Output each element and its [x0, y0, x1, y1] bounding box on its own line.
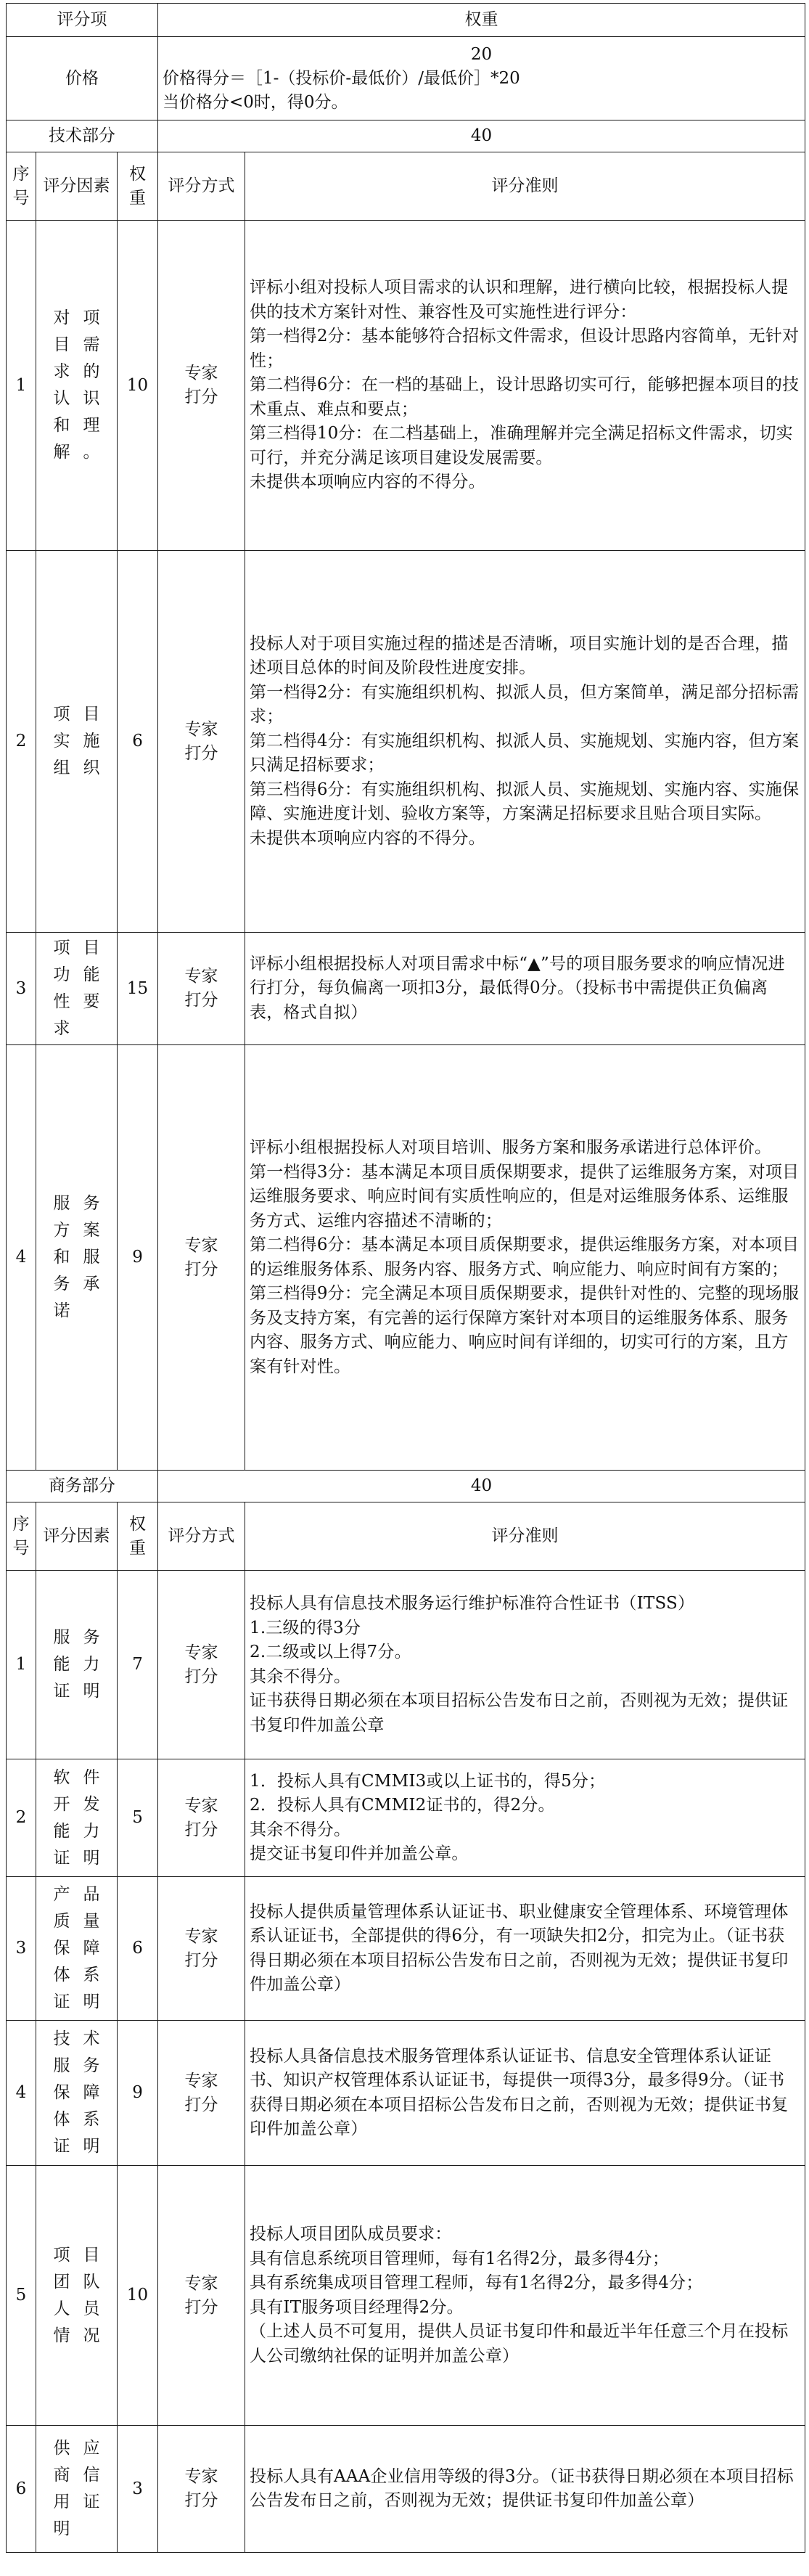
col-weight: 权重: [118, 1502, 158, 1571]
criteria-line: 其余不得分。: [250, 1667, 351, 1686]
table-row: [7, 2021, 805, 2166]
row-number: 5: [7, 2166, 36, 2426]
criteria-line: 提交证书复印件并加盖公章。: [250, 1844, 469, 1863]
factor-segment: 性要: [53, 992, 100, 1011]
factor-segment: 项目: [53, 939, 100, 957]
scoring-factor-text: [54, 2242, 100, 2350]
method-segment: 打分: [184, 2491, 218, 2510]
scoring-factor-text: [54, 1881, 100, 2016]
factor-segment: 求的: [53, 362, 100, 381]
scoring-factor: [36, 1877, 118, 2021]
factor-segment: 项目: [53, 705, 100, 724]
factor-segment: 诺: [53, 1301, 70, 1320]
scoring-method: [158, 1571, 245, 1759]
factor-segment: 组织: [53, 759, 100, 777]
criteria-line: 未提供本项响应内容的不得分。: [250, 828, 485, 848]
scoring-method: [158, 1045, 245, 1471]
table-row: [7, 1877, 805, 2021]
col-method: 评分方式: [158, 152, 245, 221]
criteria-line: 投标人具有信息技术服务运行维护标准符合性证书（ITSS）: [250, 1594, 695, 1613]
table-row: [7, 221, 805, 551]
scoring-method: [158, 933, 245, 1045]
factor-segment: 目需: [53, 335, 100, 354]
scoring-factor: [36, 2426, 118, 2553]
criteria-line: 第二档得6分：在一档的基础上，设计思路切实可行，能够把握本项目的技术重点、难点和要点；: [250, 375, 800, 419]
row-weight: 10: [118, 221, 158, 551]
factor-segment: 实施: [53, 732, 100, 751]
col-criteria: 评分准则: [245, 152, 805, 221]
factor-segment: 证明: [53, 1992, 100, 2011]
scoring-criteria: [245, 551, 805, 933]
scoring-factor-text: [54, 701, 100, 782]
criteria-line: 具有系统集成项目管理工程师，每有1名得2分，最多得4分；: [250, 2273, 703, 2292]
factor-segment: 情况: [53, 2326, 100, 2345]
criteria-line: 投标人具有AAA企业信用等级的得3分。（证书获得日期必须在本项目招标公告发布日之前，否则视为无效；提供证书复印件加盖公章）: [250, 2466, 794, 2510]
price-label: 价格: [7, 37, 158, 120]
factor-segment: 服务: [53, 2056, 100, 2075]
table-row: [7, 1759, 805, 1877]
table-row: [7, 1045, 805, 1471]
col-factor: 评分因素: [36, 152, 118, 221]
criteria-line: 第一档得2分：有实施组织机构、拟派人员，但方案简单，满足部分招标需求；: [250, 682, 800, 727]
factor-segment: 服务: [53, 1194, 100, 1213]
factor-segment: 产品: [53, 1885, 100, 1904]
factor-segment: 用证: [53, 2493, 100, 2511]
criteria-line: 其余不得分。: [250, 1820, 351, 1839]
method-segment: 打分: [184, 1950, 218, 1970]
scoring-factor-text: [54, 2026, 100, 2160]
scoring-factor: [36, 1045, 118, 1471]
scoring-factor-text: [54, 935, 100, 1042]
scoring-criteria: [245, 933, 805, 1045]
scoring-factor: [36, 1759, 118, 1877]
scoring-criteria: [245, 1045, 805, 1471]
col-no: 序号: [7, 152, 36, 221]
scoring-factor: [36, 1571, 118, 1759]
col-weight: 权重: [118, 152, 158, 221]
row-weight: 6: [118, 1877, 158, 2021]
scoring-method: [158, 2426, 245, 2553]
factor-segment: 证明: [53, 2137, 100, 2156]
biz-column-header-row: [7, 1502, 805, 1571]
biz-section-weight: 40: [158, 1471, 805, 1502]
price-row: [7, 37, 805, 120]
method-segment: 专家: [184, 967, 218, 986]
scoring-factor: [36, 221, 118, 551]
row-number: 4: [7, 2021, 36, 2166]
tech-column-header-row: [7, 152, 805, 221]
criteria-line: 第一档得3分：基本满足本项目质保期要求，提供了运维服务方案，对项目运维服务要求、响应时间有实质性响应的，但是对运维服务体系、运维服务方式、运维内容描述不清晰的；: [250, 1162, 800, 1230]
tech-section: [7, 120, 805, 1471]
scoring-factor-text: [54, 1624, 100, 1705]
criteria-line: 投标人提供质量管理体系认证证书、职业健康安全管理体系、环境管理体系认证证书，全部提供的得6分，有一项缺失扣2分，扣完为止。（证书获得日期必须在本项目招标公告发布日之前，否则视为无效；提供证书复印件加盖公章）: [250, 1902, 789, 1994]
criteria-line: 未提供本项响应内容的不得分。: [250, 473, 485, 492]
criteria-line: 评标小组根据投标人对项目培训、服务方案和服务承诺进行总体评价。: [250, 1138, 772, 1157]
criteria-line: 第二档得4分：有实施组织机构、拟派人员、实施规划、实施内容，但方案只满足招标要求；: [250, 731, 800, 775]
row-number: 6: [7, 2426, 36, 2553]
col-no: 序号: [7, 1502, 36, 1571]
criteria-line: 第三档得6分：有实施组织机构、拟派人员、实施规划、实施内容、实施保障、实施进度计划、验收方案等，方案满足招标要求且贴合项目实际。: [250, 780, 800, 824]
method-segment: 专家: [184, 1235, 218, 1255]
factor-segment: 认识: [53, 389, 100, 408]
criteria-line: 投标人具备信息技术服务管理体系认证证书、信息安全管理体系认证证书、知识产权管理体系认证证书，每提供一项得3分，最多得9分。（证书获得日期必须在本项目招标公告发布日之前，否则视为无效；提供证书复印件加盖公章）: [250, 2046, 789, 2138]
factor-segment: 体系: [53, 1966, 100, 1984]
row-weight: 9: [118, 1045, 158, 1471]
factor-segment: 方案: [53, 1221, 100, 1240]
col-criteria: 评分准则: [245, 1502, 805, 1571]
method-segment: 打分: [184, 1820, 218, 1839]
row-number: 1: [7, 1571, 36, 1759]
scoring-method: [158, 221, 245, 551]
biz-section-row: [7, 1471, 805, 1502]
method-segment: 专家: [184, 364, 218, 383]
biz-section: [7, 1471, 805, 2553]
row-weight: 6: [118, 551, 158, 933]
factor-segment: 质量: [53, 1912, 100, 1931]
factor-segment: 项目: [53, 2245, 100, 2265]
criteria-line: 证书获得日期必须在本项目招标公告发布日之前，否则视为无效；提供证书复印件加盖公章: [250, 1691, 789, 1735]
scoring-factor: [36, 551, 118, 933]
scoring-factor: [36, 933, 118, 1045]
criteria-line: （上述人员不可复用，提供人员证书复印件和最近半年任意三个月在投标人公司缴纳社保的证明并加盖公章）: [250, 2322, 789, 2366]
price-note: 当价格分<0时，得0分。: [163, 92, 348, 112]
factor-segment: 技术: [53, 2029, 100, 2048]
criteria-line: 评标小组根据投标人对项目需求中标“▲”号的项目服务要求的响应情况进行打分，每负偏离一项扣3分，最低得0分。（投标书中需提供正负偏离表，格式自拟）: [250, 954, 785, 1022]
factor-segment: 体系: [53, 2110, 100, 2129]
scoring-criteria: [245, 1877, 805, 2021]
table-header-row: [7, 4, 805, 37]
row-number: 3: [7, 1877, 36, 2021]
factor-segment: 开发: [53, 1794, 100, 1814]
price-formula: 价格得分＝［1-（投标价-最低价）/最低价］*20: [163, 68, 520, 88]
col-method: 评分方式: [158, 1502, 245, 1571]
criteria-line: 第三档得10分：在二档基础上，准确理解并完全满足招标文件需求，切实可行，并充分满足该项目建设发展需要。: [250, 424, 793, 467]
factor-segment: 团队: [53, 2272, 100, 2291]
method-segment: 专家: [184, 2071, 218, 2090]
table-row: [7, 2166, 805, 2426]
row-weight: 9: [118, 2021, 158, 2166]
factor-segment: 明: [53, 2519, 70, 2538]
scoring-criteria: [245, 2166, 805, 2426]
factor-segment: 对项: [53, 308, 100, 327]
factor-segment: 能力: [53, 1821, 100, 1841]
method-segment: 打分: [184, 1667, 218, 1686]
row-number: 1: [7, 221, 36, 551]
scoring-factor-text: [54, 1765, 100, 1872]
factor-segment: 务承: [53, 1275, 100, 1293]
scoring-factor: [36, 2021, 118, 2166]
method-segment: 专家: [184, 1643, 218, 1662]
scoring-factor-text: [54, 2435, 100, 2543]
factor-segment: 保障: [53, 1939, 100, 1958]
criteria-line: 2．投标人具有CMMI2证书的，得2分。: [250, 1796, 555, 1815]
method-segment: 专家: [184, 1796, 218, 1815]
factor-segment: 商信: [53, 2466, 100, 2485]
scoring-factor: [36, 2166, 118, 2426]
row-weight: 10: [118, 2166, 158, 2426]
criteria-line: 投标人对于项目实施过程的描述是否清晰，项目实施计划的是否合理，描述项目总体的时间及阶段性进度安排。: [250, 634, 789, 678]
row-number: 3: [7, 933, 36, 1045]
header-item: 评分项: [7, 4, 158, 37]
method-segment: 专家: [184, 2273, 218, 2293]
criteria-line: 具有IT服务项目经理得2分。: [250, 2297, 464, 2317]
factor-segment: 和服: [53, 1248, 100, 1267]
scoring-table: [6, 3, 805, 2553]
method-segment: 打分: [184, 991, 218, 1010]
criteria-line: 第二档得6分：基本满足本项目质保期要求，提供运维服务方案，对本项目的运维服务体系、服务内容、服务方式、响应能力、响应时间有方案的；: [250, 1235, 800, 1279]
biz-section-label: 商务部分: [7, 1471, 158, 1502]
factor-segment: 保障: [53, 2083, 100, 2102]
factor-segment: 证明: [53, 1848, 100, 1868]
method-segment: 打分: [184, 2297, 218, 2317]
scoring-criteria: [245, 2021, 805, 2166]
factor-segment: 供应: [53, 2439, 100, 2458]
method-segment: 专家: [184, 1926, 218, 1946]
table-row: [7, 1571, 805, 1759]
table-row: [7, 551, 805, 933]
row-weight: 3: [118, 2426, 158, 2553]
method-segment: 专家: [184, 719, 218, 739]
method-segment: 打分: [184, 743, 218, 763]
scoring-method: [158, 2021, 245, 2166]
row-number: 2: [7, 551, 36, 933]
factor-segment: 功能: [53, 965, 100, 984]
criteria-line: 投标人项目团队成员要求：: [250, 2225, 452, 2244]
row-number: 2: [7, 1759, 36, 1877]
method-segment: 打分: [184, 1259, 218, 1279]
factor-segment: 证明: [53, 1682, 100, 1701]
scoring-factor-text: [54, 1190, 100, 1325]
criteria-line: 具有信息系统项目管理师，每有1名得2分，最多得4分；: [250, 2249, 670, 2268]
factor-segment: 服务: [53, 1628, 100, 1647]
tech-section-label: 技术部分: [7, 120, 158, 152]
factor-segment: 求: [53, 1019, 70, 1038]
method-segment: 打分: [184, 388, 218, 406]
factor-segment: 解。: [53, 443, 100, 462]
table-row: [7, 933, 805, 1045]
method-segment: 打分: [184, 2095, 218, 2114]
row-number: 4: [7, 1045, 36, 1471]
tech-section-weight: 40: [158, 120, 805, 152]
factor-segment: 能力: [53, 1655, 100, 1674]
scoring-criteria: [245, 221, 805, 551]
tech-section-row: [7, 120, 805, 152]
table-row: [7, 2426, 805, 2553]
factor-segment: 软件: [53, 1767, 100, 1787]
header-weight: 权重: [158, 4, 805, 37]
price-weight: 20: [470, 44, 493, 64]
scoring-method: [158, 1877, 245, 2021]
row-weight: 7: [118, 1571, 158, 1759]
criteria-line: 第三档得9分：完全满足本项目质保期要求，提供针对性的、完整的现场服务及支持方案，有完善的运行保障方案针对本项目的运维服务体系、服务内容、服务方式、响应能力、响应时间有详细的，切实可行的方案，且方案有针对性。: [250, 1284, 800, 1376]
criteria-line: 1．投标人具有CMMI3或以上证书的，得5分；: [250, 1771, 606, 1791]
scoring-criteria: [245, 2426, 805, 2553]
criteria-line: 评标小组对投标人项目需求的认识和理解，进行横向比较，根据投标人提供的技术方案针对性、兼容性及可实施性进行评分：: [250, 278, 789, 322]
scoring-factor-text: [54, 305, 100, 466]
row-weight: 5: [118, 1759, 158, 1877]
criteria-line: 1.三级的得3分: [250, 1618, 361, 1637]
scoring-method: [158, 2166, 245, 2426]
row-weight: 15: [118, 933, 158, 1045]
factor-segment: 人员: [53, 2299, 100, 2318]
criteria-line: 2.二级或以上得7分。: [250, 1643, 411, 1661]
scoring-criteria: [245, 1759, 805, 1877]
scoring-table-page: [6, 3, 805, 2553]
method-segment: 专家: [184, 2467, 218, 2486]
scoring-method: [158, 551, 245, 933]
col-factor: 评分因素: [36, 1502, 118, 1571]
factor-segment: 和理: [53, 416, 100, 435]
scoring-criteria: [245, 1571, 805, 1759]
criteria-line: 第一档得2分：基本能够符合招标文件需求，但设计思路内容简单，无针对性；: [250, 327, 800, 370]
scoring-method: [158, 1759, 245, 1877]
